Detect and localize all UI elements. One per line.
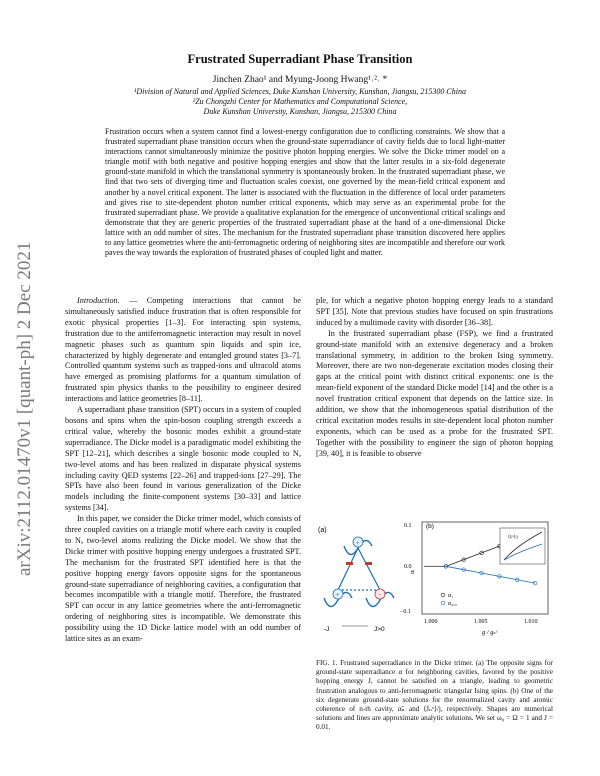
affiliation-3: Duke Kunshan University, Kunshan, Jiangsu, 215300 China: [203, 107, 397, 116]
site-right-sign: −: [377, 591, 382, 599]
panel-b-label: (b): [426, 523, 434, 530]
frustration-marker: [346, 562, 353, 565]
affiliation-1: ¹Division of Natural and Applied Sciences, Duke Kunshan University, Kunshan, Jiangsu, 215300 China: [133, 87, 466, 96]
inset-label: ⟨Jᵢˣ⟩/j: [508, 534, 518, 539]
y-tick-label: −0.1: [400, 609, 411, 615]
arxiv-stamp: [6, 150, 40, 580]
triangle-edge: [338, 548, 358, 590]
affiliations: [0, 87, 600, 117]
inset: [500, 528, 545, 564]
arxiv-id: arXiv:2112.01470v1 [quant-ph] 2 Dec 2021: [14, 241, 35, 576]
abstract: Frustration occurs when a system cannot find a lowest-energy configuration due to conflicting constraints. We show that a frustrated superradiant phase transition occurs when the ground-state superradiance of cavity fields due to local light-matter interactions cannot simultaneously minimize the positive photon hopping energies. We solve the Dicke trimer model on a triangle motif with both negative and positive hopping energies and show that the latter results in a six-fold degenerate ground-state manifold in which the translational symmetry is spontaneously broken. In the frustrated superradiant phase, we find that two sets of diverging time and fluctuation scales coexist, one governed by the mean-field critical exponent and another by a novel critical exponent. The latter is associated with the fluctuation in the difference of local order parameters and gives rise to site-dependent photon number critical exponents, which may serve as an experimental probe for the frustrated superradiant phase. We provide a qualitative explanation for the emergence of unconventional critical scalings and demonstrate that they are generic properties of the frustrated superradiant phase at the hand of a one-dimensional Dicke lattice with an odd number of sites. The mechanism for the frustrated superradiant phase transition discovered here applies to any lattice geometries where the anti-ferromagnetic ordering of neighboring sites are incompatible and therefore our work paves the way towards the exploration of frustrated phases of coupled light and matter.: [105, 127, 505, 258]
series-line-2: [446, 566, 535, 583]
triangle-diagram: [324, 537, 394, 633]
paragraph-fsp: In the frustrated superradiant phase (FSP), we find a frustrated ground-state manifold with an extensive degeneracy and a broken translational symmetry, in addition to the broken Ising symmetry. Moreover, there are two non-degenerate excitation modes closing their gaps at the critical point with distinct critical exponents: one is the mean-field exponent of the standard Dicke model [14] and the other is a novel frustration critical exponent that depends on the lattice size. In addition, we show that the inhomogeneous spatial distribution of the critical excitation modes results in site-dependent local photon number exponents, which can be used as a probe for the frustrated SPT. Together with the possibility to engineer the sign of photon hopping [39, 40], it is feasible to observe: [316, 328, 553, 458]
x-tick-label: 1.005: [474, 619, 488, 625]
label-neg-j: -J: [324, 626, 330, 633]
authors: Jinchen Zhao¹ and Myung-Joong Hwang¹˒²˒ *: [212, 75, 388, 85]
left-column: [65, 296, 301, 645]
y-tick-label: 0.1: [404, 523, 412, 529]
site-left-sign: +: [335, 591, 340, 599]
site-top-sign: +: [355, 539, 360, 547]
label-pos-j: J>0: [374, 626, 385, 633]
y-axis-label: αᵢ: [409, 569, 416, 574]
triangle-edge: [358, 548, 380, 590]
paragraph-intro: [65, 296, 301, 405]
right-column: [316, 296, 553, 460]
panel-b: [400, 522, 548, 636]
paper-title: Frustrated Superradiant Phase Transition: [187, 52, 413, 66]
legend-alpha23: α₂,₃: [448, 601, 457, 607]
x-tick-label: 1.000: [424, 619, 438, 625]
figure-1: [316, 518, 553, 653]
affiliation-2: ²Zu Chongzhi Center for Mathematics and Computational Science,: [192, 97, 408, 106]
panel-a-label: (a): [318, 527, 327, 534]
paragraph-continued: ple, for which a negative photon hopping energy leads to a standard SPT [35]. Note that previous studies have focused on spin frustrations induced by a multimode cavity with disorder [36–38].: [316, 296, 553, 327]
paragraph-trimer: In this paper, we consider the Dicke trimer model, which consists of three coupled cavities on a triangle motif where each cavity is coupled to Nₐ two-level atoms realizing the Dicke model. We show that the Dicke trimer with positive hopping energy undergoes a frustrated SPT. The mechanism for the frustrated SPT identified here is that the positive hopping energy favors opposite signs for the spontaneous ground-state superradiance of neighboring cavities, a configuration that becomes incompatible with a triangle motif. Therefore, the frustrated SPT can occur in any lattice geometries where the anti-ferromagnetic ordering of neighboring sites is incompatible. We demonstrate this possibility using the 1D Dicke lattice model with an odd number of lattice sites as an exam-: [65, 514, 301, 644]
paragraph-spt: A superradiant phase transition (SPT) occurs in a system of coupled bosons and spins when the spin-boson coupling strength exceeds a critical value, whereby the bosonic modes exhibit a ground-state superradiance. The Dicke model is a paradigmatic model exhibiting the SPT [12–21], which describes a single bosonic mode coupled to Nₐ two-level atoms and has been realized in disparate physical systems including cavity QED systems [22–26] and trapped-ions [27–29]. The SPTs have also been found in various generalization of the Dicke models including the finite-component systems [30–33] and lattice systems [34].: [65, 405, 301, 513]
x-axis-label: g / gₛᶜ: [482, 629, 498, 636]
legend-marker-alpha1: [441, 593, 445, 597]
intro-text: — Competing interactions that cannot be simultaneously satisfied induce frustration that is often responsible for exotic physical properties [1–3]. For interacting spin systems, frustration due to the antiferromagnetic interaction may result in novel magnetic phases such as quantum spin liquids and spin ice, characterized by highly degenerate and entangled ground states [3–7]. Controlled quantum systems such as trapped-ions and ultracold atoms have emerged as promising platforms for a quantum simulation of frustrated spin physics thanks to the possibility to engineer desired interactions and lattice geometries [8–11].: [65, 296, 301, 404]
frustration-marker: [365, 562, 372, 565]
legend-marker-alpha23: [441, 601, 445, 605]
figure-caption: FIG. 1. Frustrated superradiance in the Dicke trimer. (a) The opposite signs for ground-state superradiance α for neighboring cavities, favored by the positive hopping energy J, cannot be satisfied on a triangle, leading to geometric frustration analogous to anti-ferromagnetic triangular Ising spins. (b) One of the six degenerate ground-state solutions for the renormalized cavity and atomic coherence of n-th cavity, α̃ₙ and ⟨Jₙˣ⟩/j, respectively. Shapes are numerical solutions and lines are approximate analytic solutions. We set ω₀ = Ω = 1 and J = 0.01.: [316, 659, 553, 732]
intro-lead: Introduction.: [77, 296, 120, 305]
legend-alpha1: α₁: [448, 593, 454, 599]
x-tick-label: 1.010: [524, 619, 538, 625]
legend: [441, 593, 457, 607]
y-tick-label: 0.0: [404, 564, 412, 570]
figure-svg: [316, 518, 553, 653]
